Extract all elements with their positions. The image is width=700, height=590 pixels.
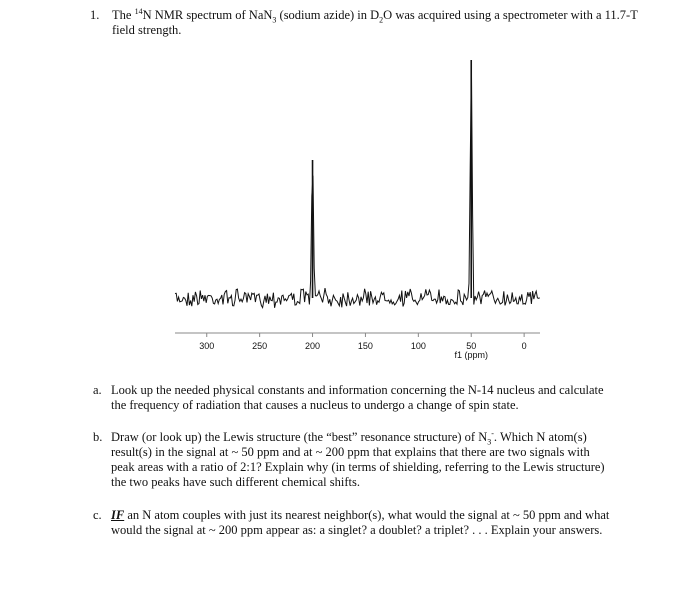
x-tick-label: 50 [466,341,477,351]
x-tick-label: 250 [252,341,268,351]
part-b-text: Draw (or look up) the Lewis structure (the “best” resonance structure) of $N_3^-$. Which N atom(s) result(s) in the signal at ~ 50 ppm and at ~ 200 ppm that explains that there are two signals with peak areas with a ratio of 2:1? Explain why (in terms of shielding, referring to the Lewis structure) the two peaks have such different chemical shifts. [111,428,605,489]
x-tick-label: 0 [521,341,527,351]
x-tick-label: 100 [410,341,426,351]
x-tick-label: 200 [305,341,321,351]
if-emphasis: IF [111,508,125,522]
question-intro: The $^{14}$N NMR spectrum of NaN$_3$ (sodium azide) in $D_2O$ was acquired using a spectrometer with a 11.7-T field strength. [112,6,638,37]
x-axis-label: f1 (ppm) [454,350,488,360]
x-tick-label: 150 [357,341,373,351]
part-c-label: c. [93,508,102,522]
x-tick-label: 300 [199,341,215,351]
question-number: 1. [90,8,100,22]
part-a-text: Look up the needed physical constants and information concerning the N-14 nucleus and calculate the frequency of radiation that causes a nucleus to undergo a change of spin state. [111,383,604,412]
spectrum-trace [175,64,540,308]
isotope-mass: 14 [134,6,143,16]
part-b-label: b. [93,430,103,444]
part-a-label: a. [93,383,102,397]
part-c-text: IF an N atom couples with just its nearest neighbor(s), what would the signal at ~ 50 ppm and what would the signal at ~ 200 ppm appear as: a singlet? a doublet? a triplet? . . . Explain your answers. [111,508,610,537]
nmr-spectrum-chart [0,40,700,370]
x-axis-ticks [199,333,526,351]
